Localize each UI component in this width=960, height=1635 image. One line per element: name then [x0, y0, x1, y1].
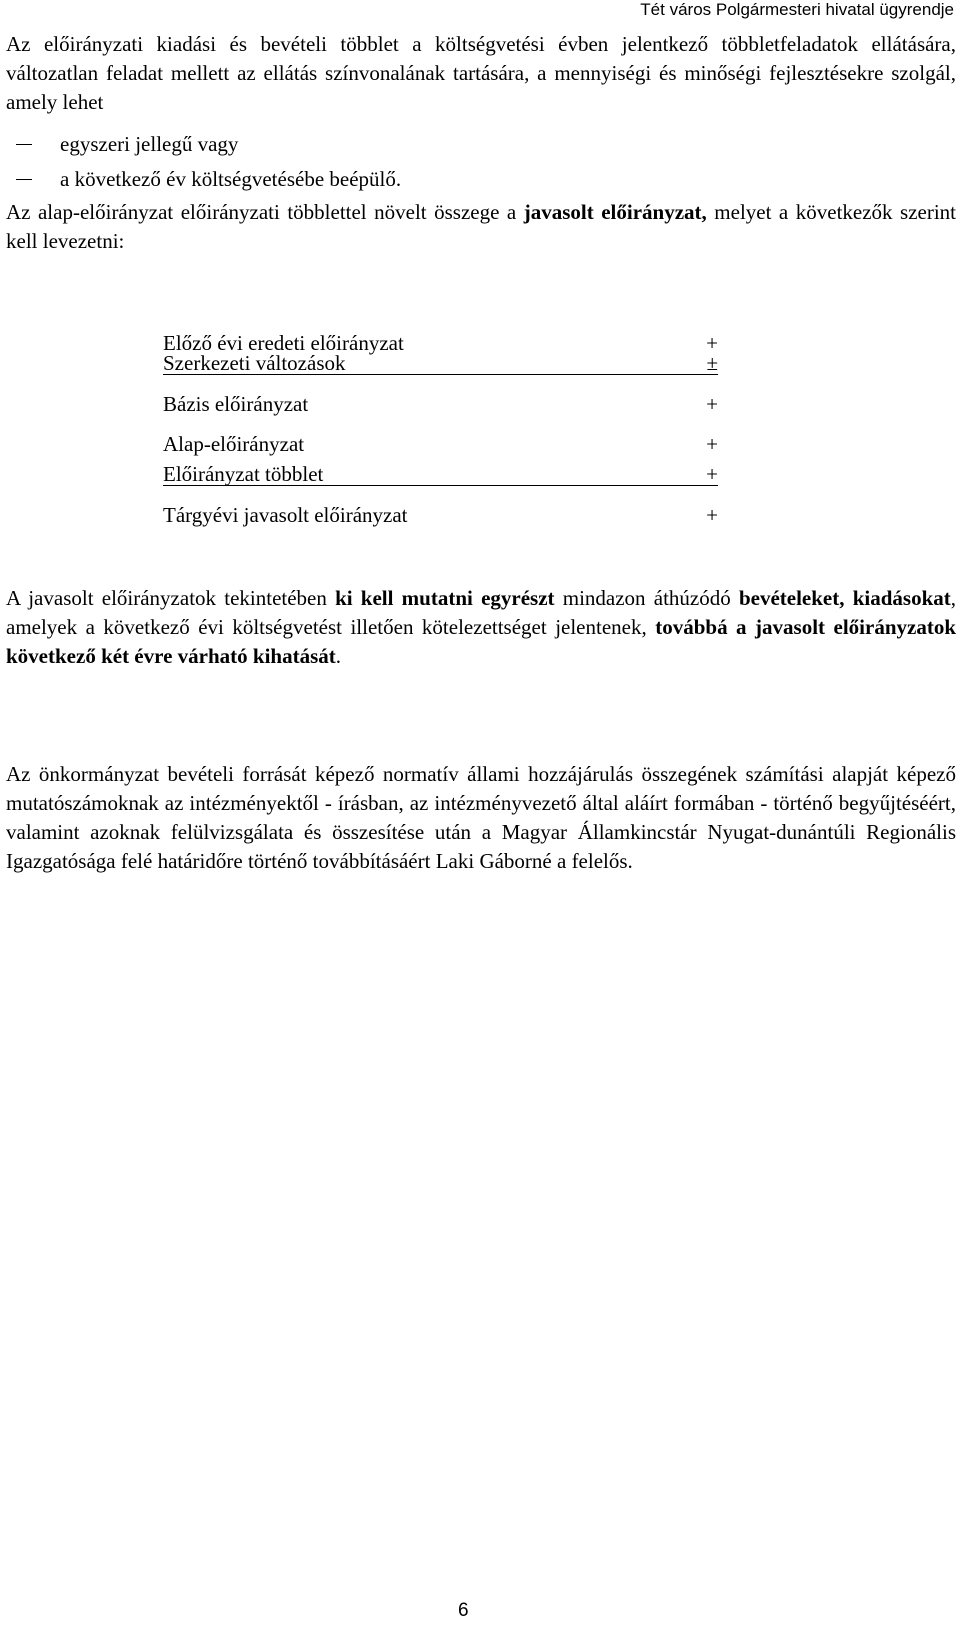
- bullet-item: [6, 127, 401, 162]
- calc-row: [163, 391, 718, 417]
- calc-label: Alap-előirányzat: [163, 432, 305, 456]
- calc-operator: ±: [706, 351, 718, 375]
- calc-label: Előirányzat többlet: [163, 462, 324, 486]
- text-run: Az alap-előirányzat előirányzati többlettel növelt összege a: [6, 200, 524, 224]
- calc-row: [163, 461, 718, 486]
- calc-operator: +: [706, 462, 718, 486]
- calc-operator: +: [706, 503, 718, 527]
- calc-label: Szerkezeti változások: [163, 351, 346, 375]
- calc-label: Tárgyévi javasolt előirányzat: [163, 503, 408, 527]
- text-run: .: [335, 644, 341, 668]
- dash-icon: [16, 179, 32, 181]
- calc-row: [163, 350, 718, 375]
- bullet-text: egyszeri jellegű vagy: [60, 132, 239, 156]
- bullet-text: a következő év költségvetésébe beépülő.: [60, 167, 402, 191]
- paragraph-proposed: [6, 198, 956, 256]
- dash-icon: [16, 144, 32, 146]
- text-run: melyet a következők szerint kell levezetni:: [6, 200, 957, 253]
- text-run: , amelyek a következő évi költségvetést illetően kötelezettséget jelentenek,: [6, 586, 956, 639]
- calc-label: Előző évi eredeti előirányzat: [163, 331, 404, 355]
- calc-operator: +: [706, 392, 718, 416]
- paragraph-normative: Az önkormányzat bevételi forrását képező normatív állami hozzájárulás összegének számítási alapját képező mutatószámoknak az intézményektől - írásban, az intézményvezető által aláírt formában - történő begyűjtéséért, valamint azoknak felülvizsgálata és összesítése után a Magyar Államkincstár Nyugat-dunántúli Regionális Igazgatósága felé határidőre történő továbbításáért Laki Gáborné a felelős.: [6, 762, 956, 873]
- paragraph-carryover: [6, 584, 956, 671]
- calc-label: Bázis előirányzat: [163, 392, 309, 416]
- page-number: 6: [458, 1600, 469, 1621]
- text-run: mindazon áthúzódó: [554, 586, 739, 610]
- calc-row: [163, 431, 718, 457]
- bullet-item: [6, 162, 401, 197]
- bullet-list: [6, 127, 401, 197]
- emphasis-run: továbbá a javasolt előirányzatok következő két évre várható kihatását: [6, 615, 956, 668]
- text-run: A javasolt előirányzatok tekintetében: [6, 586, 336, 610]
- emphasis-run: bevételeket, kiadásokat: [738, 586, 951, 610]
- calc-operator: +: [706, 331, 718, 355]
- calc-row: [163, 502, 718, 528]
- paragraph-surplus: Az előirányzati kiadási és bevételi többlet a költségvetési évben jelentkező többletfeladatok ellátására, változatlan feladat mellett az ellátás színvonalának tartására, a mennyiségi és minőségi fejlesztésekre szolgál, amely lehet: [6, 32, 956, 114]
- emphasis-run: ki kell mutatni egyrészt: [335, 586, 555, 610]
- page-header: Tét város Polgármesteri hivatal ügyrendje: [640, 0, 954, 19]
- calc-operator: +: [706, 432, 718, 456]
- emphasis-proposed: javasolt előirányzat,: [523, 200, 707, 224]
